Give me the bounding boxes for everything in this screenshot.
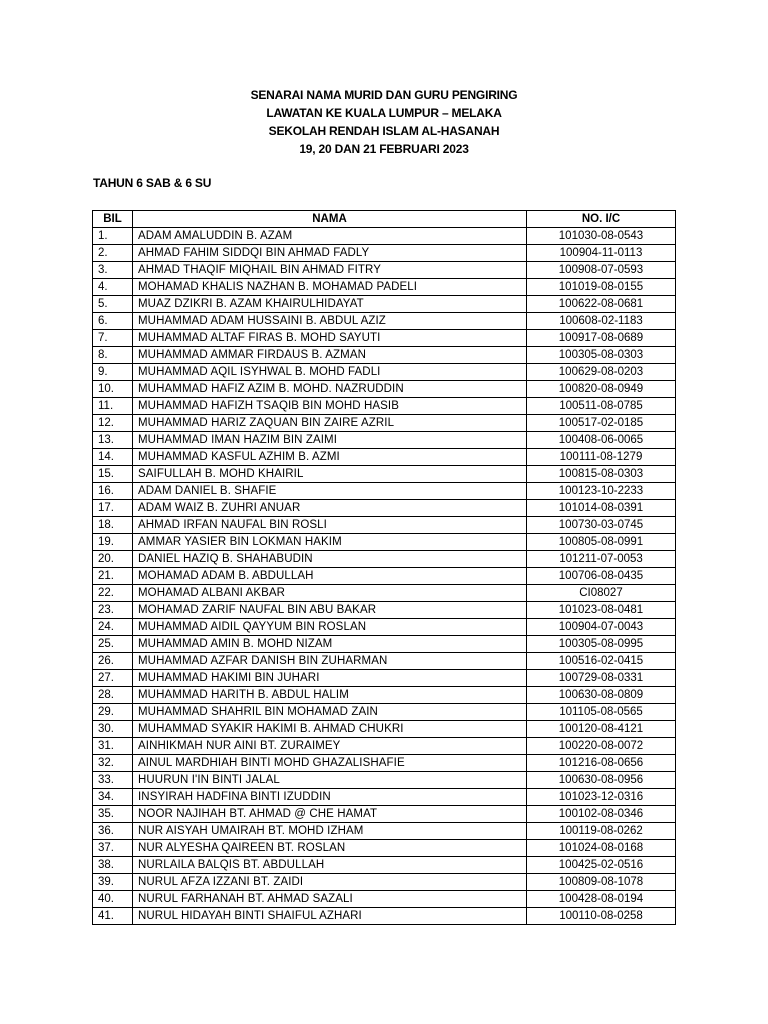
column-header-ic: NO. I/C — [527, 211, 676, 228]
row-number: 2. — [93, 245, 133, 262]
row-number: 11. — [93, 398, 133, 415]
student-name: AINUL MARDHIAH BINTI MOHD GHAZALISHAFIE — [133, 755, 527, 772]
row-number: 4. — [93, 279, 133, 296]
ic-number: 101023-12-0316 — [527, 789, 676, 806]
ic-number: 100809-08-1078 — [527, 874, 676, 891]
row-number: 7. — [93, 330, 133, 347]
row-number: 18. — [93, 517, 133, 534]
ic-number: 101211-07-0053 — [527, 551, 676, 568]
ic-number: 101023-08-0481 — [527, 602, 676, 619]
table-row — [93, 568, 676, 585]
student-name: SAIFULLAH B. MOHD KHAIRIL — [133, 466, 527, 483]
row-number: 33. — [93, 772, 133, 789]
table-row — [93, 721, 676, 738]
column-header-bil: BIL — [93, 211, 133, 228]
row-number: 26. — [93, 653, 133, 670]
student-name: ADAM WAIZ B. ZUHRI ANUAR — [133, 500, 527, 517]
table-row — [93, 687, 676, 704]
row-number: 10. — [93, 381, 133, 398]
ic-number: 100511-08-0785 — [527, 398, 676, 415]
ic-number: 101216-08-0656 — [527, 755, 676, 772]
ic-number: 100630-08-0956 — [527, 772, 676, 789]
row-number: 5. — [93, 296, 133, 313]
table-row — [93, 789, 676, 806]
ic-number: 100517-02-0185 — [527, 415, 676, 432]
row-number: 14. — [93, 449, 133, 466]
ic-number: 100110-08-0258 — [527, 908, 676, 925]
student-name: NURLAILA BALQIS BT. ABDULLAH — [133, 857, 527, 874]
row-number: 38. — [93, 857, 133, 874]
table-row — [93, 636, 676, 653]
table-row — [93, 823, 676, 840]
student-name: MUHAMMAD ADAM HUSSAINI B. ABDUL AZIZ — [133, 313, 527, 330]
student-name: MOHAMAD ALBANI AKBAR — [133, 585, 527, 602]
row-number: 35. — [93, 806, 133, 823]
student-name: MOHAMAD KHALIS NAZHAN B. MOHAMAD PADELI — [133, 279, 527, 296]
row-number: 13. — [93, 432, 133, 449]
student-name: AHMAD FAHIM SIDDQI BIN AHMAD FADLY — [133, 245, 527, 262]
row-number: 20. — [93, 551, 133, 568]
table-row — [93, 738, 676, 755]
row-number: 22. — [93, 585, 133, 602]
table-row — [93, 296, 676, 313]
row-number: 29. — [93, 704, 133, 721]
student-name: MUHAMMAD HAFIZH TSAQIB BIN MOHD HASIB — [133, 398, 527, 415]
row-number: 40. — [93, 891, 133, 908]
student-name: MUHAMMAD KASFUL AZHIM B. AZMI — [133, 449, 527, 466]
row-number: 28. — [93, 687, 133, 704]
row-number: 1. — [93, 228, 133, 245]
table-row — [93, 313, 676, 330]
ic-number: 100120-08-4121 — [527, 721, 676, 738]
table-row — [93, 330, 676, 347]
row-number: 6. — [93, 313, 133, 330]
table-row — [93, 534, 676, 551]
row-number: 16. — [93, 483, 133, 500]
ic-number: 100904-07-0043 — [527, 619, 676, 636]
ic-number: 100123-10-2233 — [527, 483, 676, 500]
table-row — [93, 891, 676, 908]
row-number: 24. — [93, 619, 133, 636]
ic-number: 100904-11-0113 — [527, 245, 676, 262]
student-name: AHMAD THAQIF MIQHAIL BIN AHMAD FITRY — [133, 262, 527, 279]
ic-number: 100516-02-0415 — [527, 653, 676, 670]
student-name: NOOR NAJIHAH BT. AHMAD @ CHE HAMAT — [133, 806, 527, 823]
ic-number: 101014-08-0391 — [527, 500, 676, 517]
ic-number: 100622-08-0681 — [527, 296, 676, 313]
student-name: MUHAMMAD AMMAR FIRDAUS B. AZMAN — [133, 347, 527, 364]
ic-number: 100917-08-0689 — [527, 330, 676, 347]
student-name: NUR ALYESHA QAIREEN BT. ROSLAN — [133, 840, 527, 857]
ic-number: 100425-02-0516 — [527, 857, 676, 874]
row-number: 39. — [93, 874, 133, 891]
student-name: MUHAMMAD AIDIL QAYYUM BIN ROSLAN — [133, 619, 527, 636]
table-row — [93, 874, 676, 891]
student-table — [92, 210, 676, 925]
student-name: NURUL HIDAYAH BINTI SHAIFUL AZHARI — [133, 908, 527, 925]
ic-number: 100305-08-0303 — [527, 347, 676, 364]
ic-number: 100119-08-0262 — [527, 823, 676, 840]
table-row — [93, 517, 676, 534]
row-number: 19. — [93, 534, 133, 551]
row-number: 37. — [93, 840, 133, 857]
table-row — [93, 619, 676, 636]
table-row — [93, 602, 676, 619]
table-row — [93, 857, 676, 874]
student-name: MUHAMMAD ALTAF FIRAS B. MOHD SAYUTI — [133, 330, 527, 347]
table-row — [93, 364, 676, 381]
table-row — [93, 670, 676, 687]
table-row — [93, 840, 676, 857]
table-row — [93, 381, 676, 398]
ic-number: 100111-08-1279 — [527, 449, 676, 466]
student-name: AMMAR YASIER BIN LOKMAN HAKIM — [133, 534, 527, 551]
student-name: AHMAD IRFAN NAUFAL BIN ROSLI — [133, 517, 527, 534]
table-row — [93, 279, 676, 296]
table-row — [93, 245, 676, 262]
student-name: INSYIRAH HADFINA BINTI IZUDDIN — [133, 789, 527, 806]
student-name: MUHAMMAD IMAN HAZIM BIN ZAIMI — [133, 432, 527, 449]
student-name: MUHAMMAD AQIL ISYHWAL B. MOHD FADLI — [133, 364, 527, 381]
student-name: MUHAMMAD HARITH B. ABDUL HALIM — [133, 687, 527, 704]
table-body — [93, 228, 676, 925]
class-label: TAHUN 6 SAB & 6 SU — [93, 176, 212, 190]
ic-number: 100908-07-0593 — [527, 262, 676, 279]
student-name: MOHAMAD ADAM B. ABDULLAH — [133, 568, 527, 585]
title-line: 19, 20 DAN 21 FEBRUARI 2023 — [299, 142, 469, 156]
student-name: HUURUN I'IN BINTI JALAL — [133, 772, 527, 789]
ic-number: 100408-06-0065 — [527, 432, 676, 449]
table-row — [93, 806, 676, 823]
row-number: 30. — [93, 721, 133, 738]
ic-number: 100706-08-0435 — [527, 568, 676, 585]
table-row — [93, 228, 676, 245]
table-row — [93, 466, 676, 483]
row-number: 25. — [93, 636, 133, 653]
student-name: MUHAMMAD HAKIMI BIN JUHARI — [133, 670, 527, 687]
student-name: NURUL AFZA IZZANI BT. ZAIDI — [133, 874, 527, 891]
student-name: NURUL FARHANAH BT. AHMAD SAZALI — [133, 891, 527, 908]
student-name: MOHAMAD ZARIF NAUFAL BIN ABU BAKAR — [133, 602, 527, 619]
ic-number: 101024-08-0168 — [527, 840, 676, 857]
table-header-row — [93, 211, 676, 228]
table-row — [93, 483, 676, 500]
table-row — [93, 347, 676, 364]
student-name: NUR AISYAH UMAIRAH BT. MOHD IZHAM — [133, 823, 527, 840]
row-number: 8. — [93, 347, 133, 364]
row-number: 12. — [93, 415, 133, 432]
ic-number: 100820-08-0949 — [527, 381, 676, 398]
ic-number: 100729-08-0331 — [527, 670, 676, 687]
row-number: 3. — [93, 262, 133, 279]
table-row — [93, 432, 676, 449]
student-name: MUHAMMAD SYAKIR HAKIMI B. AHMAD CHUKRI — [133, 721, 527, 738]
student-name: AINHIKMAH NUR AINI BT. ZURAIMEY — [133, 738, 527, 755]
ic-number: 101019-08-0155 — [527, 279, 676, 296]
row-number: 17. — [93, 500, 133, 517]
row-number: 32. — [93, 755, 133, 772]
ic-number: 100805-08-0991 — [527, 534, 676, 551]
table-row — [93, 415, 676, 432]
ic-number: CI08027 — [527, 585, 676, 602]
student-name: MUHAMMAD AMIN B. MOHD NIZAM — [133, 636, 527, 653]
row-number: 36. — [93, 823, 133, 840]
ic-number: 100102-08-0346 — [527, 806, 676, 823]
document-title — [0, 86, 768, 158]
table-row — [93, 585, 676, 602]
ic-number: 100608-02-1183 — [527, 313, 676, 330]
student-name: DANIEL HAZIQ B. SHAHABUDIN — [133, 551, 527, 568]
row-number: 15. — [93, 466, 133, 483]
table-row — [93, 500, 676, 517]
student-name: MUHAMMAD HAFIZ AZIM B. MOHD. NAZRUDDIN — [133, 381, 527, 398]
title-line: SENARAI NAMA MURID DAN GURU PENGIRING — [250, 88, 518, 102]
student-name: MUHAMMAD AZFAR DANISH BIN ZUHARMAN — [133, 653, 527, 670]
table-row — [93, 772, 676, 789]
ic-number: 100629-08-0203 — [527, 364, 676, 381]
row-number: 27. — [93, 670, 133, 687]
column-header-nama: NAMA — [133, 211, 527, 228]
table-row — [93, 449, 676, 466]
row-number: 9. — [93, 364, 133, 381]
student-name: MUHAMMAD SHAHRIL BIN MOHAMAD ZAIN — [133, 704, 527, 721]
student-name: MUAZ DZIKRI B. AZAM KHAIRULHIDAYAT — [133, 296, 527, 313]
ic-number: 100730-03-0745 — [527, 517, 676, 534]
ic-number: 100815-08-0303 — [527, 466, 676, 483]
ic-number: 101030-08-0543 — [527, 228, 676, 245]
title-line: LAWATAN KE KUALA LUMPUR – MELAKA — [266, 106, 502, 120]
table-row — [93, 398, 676, 415]
table-row — [93, 755, 676, 772]
table-row — [93, 551, 676, 568]
ic-number: 100630-08-0809 — [527, 687, 676, 704]
row-number: 41. — [93, 908, 133, 925]
row-number: 21. — [93, 568, 133, 585]
ic-number: 101105-08-0565 — [527, 704, 676, 721]
ic-number: 100305-08-0995 — [527, 636, 676, 653]
student-name: MUHAMMAD HARIZ ZAQUAN BIN ZAIRE AZRIL — [133, 415, 527, 432]
table-row — [93, 653, 676, 670]
table-row — [93, 704, 676, 721]
ic-number: 100428-08-0194 — [527, 891, 676, 908]
table-row — [93, 262, 676, 279]
ic-number: 100220-08-0072 — [527, 738, 676, 755]
student-name: ADAM AMALUDDIN B. AZAM — [133, 228, 527, 245]
student-name: ADAM DANIEL B. SHAFIE — [133, 483, 527, 500]
table-row — [93, 908, 676, 925]
row-number: 31. — [93, 738, 133, 755]
title-line: SEKOLAH RENDAH ISLAM AL-HASANAH — [268, 124, 500, 138]
row-number: 34. — [93, 789, 133, 806]
row-number: 23. — [93, 602, 133, 619]
